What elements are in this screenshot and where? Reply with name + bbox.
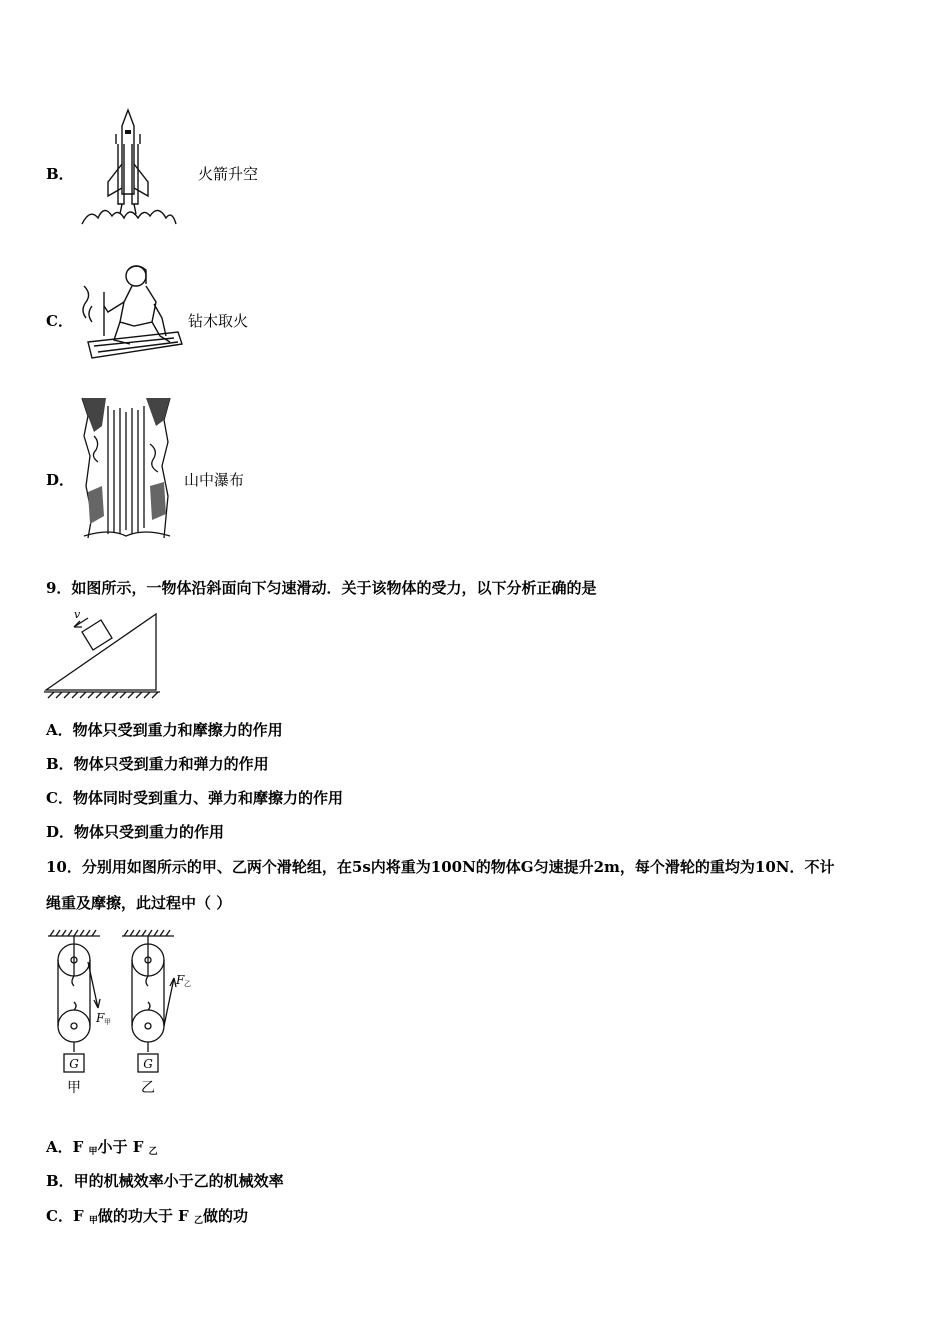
- q10-option-c-sub2: 乙: [193, 1216, 203, 1226]
- left-force-label: F: [96, 1011, 105, 1025]
- drilling-wood-fire-image: [74, 262, 186, 366]
- q10-option-a[interactable]: [46, 1137, 158, 1162]
- q10-option-a-prefix: A．F: [46, 1138, 89, 1156]
- q10-option-a-sub2: 乙: [148, 1147, 158, 1157]
- rocket-launch-image: [78, 104, 178, 228]
- q10-option-c[interactable]: [46, 1206, 248, 1231]
- q10-option-c-mid: 做的功大于 F: [97, 1207, 194, 1225]
- velocity-label: v: [74, 608, 81, 621]
- q10-stem-line2: 绳重及摩擦，此过程中（ ）: [46, 894, 232, 912]
- right-caption: 乙: [141, 1080, 155, 1096]
- option-c-letter: C．: [46, 312, 73, 330]
- right-force-label: F: [176, 973, 185, 987]
- q10-option-c-suffix: 做的功: [202, 1207, 248, 1225]
- q10-option-a-sub1: 甲: [88, 1147, 98, 1157]
- q9-option-a[interactable]: A．物体只受到重力和摩擦力的作用: [46, 721, 283, 739]
- mountain-waterfall-image: [80, 396, 172, 540]
- q9-option-b[interactable]: B．物体只受到重力和弹力的作用: [46, 755, 269, 773]
- option-c-caption: 钻木取火: [188, 312, 249, 330]
- q10-stem-line1: 10．分别用如图所示的甲、乙两个滑轮组，在5s内将重为100N的物体G匀速提升2m，每个滑轮的重均为10N．不计: [46, 858, 835, 876]
- q9-stem: 9．如图所示，一物体沿斜面向下匀速滑动．关于该物体的受力，以下分析正确的是: [46, 579, 597, 597]
- option-d-caption: 山中瀑布: [184, 471, 245, 489]
- option-b-caption: 火箭升空: [198, 165, 259, 183]
- left-caption: 甲: [67, 1080, 81, 1096]
- q10-option-b[interactable]: B．甲的机械效率小于乙的机械效率: [46, 1172, 284, 1190]
- q10-option-c-sub1: 甲: [88, 1216, 98, 1226]
- pulley-figure: [42, 928, 202, 1098]
- right-load-label: G: [143, 1057, 153, 1071]
- right-force-sub: 乙: [184, 980, 191, 988]
- incline-figure: [44, 608, 162, 700]
- q10-option-c-prefix: C．F: [46, 1207, 89, 1225]
- q10-option-a-mid: 小于 F: [97, 1138, 149, 1156]
- option-d-letter: D．: [46, 471, 75, 489]
- left-load-label: G: [69, 1057, 79, 1071]
- option-b-letter: B．: [46, 165, 74, 183]
- q9-option-d[interactable]: D．物体只受到重力的作用: [46, 823, 225, 841]
- q9-option-c[interactable]: C．物体同时受到重力、弹力和摩擦力的作用: [46, 789, 343, 807]
- left-force-sub: 甲: [104, 1018, 111, 1026]
